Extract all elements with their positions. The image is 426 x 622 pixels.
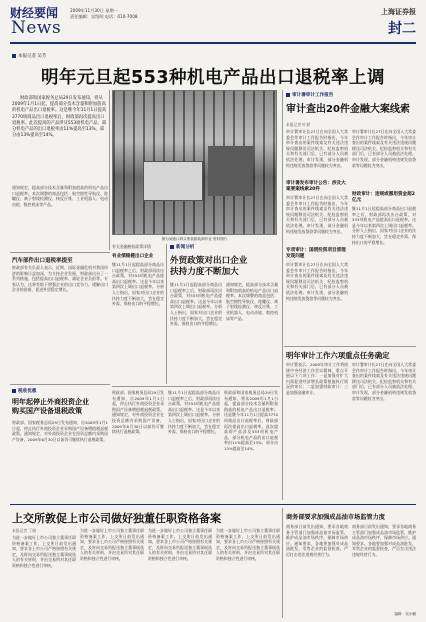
- bottom-body-2: 为进一步做好上市公司独立董事任职资格备案工作，上交所日前发出通知，要求各上市公司严格按照有关规定，及时向交易所报送独立董事候选人的有关材料，并由交易所对其任职资格和独立性进行审核。: [80, 528, 144, 561]
- right-body-c: 审计署审计长27日在向全国人大常委会作审计工作报告时指出，今年审计查出的案件线索及有关违法违规问题移送司法机关、纪检监察机关和有关部门后，已有部分人员被依法处理。审计发现，部分金融机构违规发放贷款等问题较为突出。: [286, 262, 348, 301]
- column-divider: [282, 90, 283, 500]
- photo-caption: 图为某港口码头集装箱装卸作业 资料图片: [161, 237, 228, 241]
- top-story-body: 通知规定，提高部分技术含量和附加值高的机电产品出口退税率。本次调整的商品包括：航空惯性导航仪、陀螺仪、离子射线检测仪、核反应堆、工业机器人、电动齿轮、数控机床等产品。: [12, 185, 108, 207]
- section-divider: [112, 386, 280, 387]
- section-logo: 财经要闻: [10, 6, 59, 20]
- left-headline-1: 汽车部件出口退税率提至: [12, 258, 73, 264]
- section-title-en: News: [11, 18, 62, 38]
- right-body-g: 审计署审计长27日在向全国人大常委会作审计工作报告时指出，今年审计查出的案件线索及有关违法违规问题移送司法机关、纪检监察机关和有关部门后，已有部分人员被依法处理。审计发现，部分金融机构违规发放贷款等问题较为突出。: [352, 362, 416, 401]
- section-divider: [10, 384, 110, 385]
- square-bullet-icon: [170, 245, 174, 249]
- section-divider: [284, 346, 416, 347]
- right-body-d: 审计署审计长27日在向全国人大常委会作审计工作报告时指出，今年审计查出的案件线索及有关违法违规问题移送司法机关、纪检监察机关和有关部门后，已有部分人员被依法处理。审计发现，部分金融机构违规发放贷款等问题较为突出。: [352, 129, 416, 168]
- left-body-1: 财政部有关负责人表示，近期，国际金融危机对我国经济的影响日益加深，为支持企业发展，财政部出台了一系列措施，包括提高出口退税率、减轻企业负担等。专家认为，这将有助于增强企业的出口竞争力，缓解出口企业的困难，促进外贸稳定增长。: [12, 265, 108, 293]
- bottom-headline: 上交所敦促上市公司做好独董任职资格备案: [12, 512, 221, 525]
- mid-body-b: 通知规定，提高部分技术含量和附加值高的机电产品出口退税率。本次调整的商品包括：航空惯性导航仪、陀螺仪、离子射线检测仪、核反应堆、工业机器人、电动齿轮、数控机床等产品。: [226, 282, 278, 321]
- masthead: [10, 4, 416, 38]
- page-number: 封二: [388, 21, 416, 37]
- right-sub-3: 财政审计：违规或挪用资金超2亿元: [352, 192, 415, 203]
- bottom-author: 本报记者 丁晓: [12, 528, 36, 533]
- issue-date: 2009年11月30日 星期一: [70, 8, 118, 13]
- mid-headline: 外贸政策对出口企业 扶持力度不断加大: [170, 256, 248, 277]
- column-divider: [282, 508, 283, 618]
- bottom-right-body-2: 商务部日前发出通知，要求各地商务主管部门加强成品油市场监管，维护成品油市场秩序，保障市场供应。通知要求，各地要加强对成品油批发、零售企业的监督检查，严厉打击违法违规经营行为。: [352, 524, 416, 557]
- section-divider: [10, 252, 110, 253]
- right-author: 本报记者 叶斌: [286, 122, 310, 127]
- mid-body: 继11月1日起提高部分商品出口退税率之后，财政部再次出台政策，对553项机电产品提高出口退税率。这是今年以来第四次上调出口退税率。分析人士指出，国家对出口企业的扶持力度不断加大，旨在稳定外需，保持出口的平稳增长。: [112, 262, 164, 307]
- masthead-rule: [10, 42, 416, 44]
- bottom-mid-body-3: 财政部和国家税务总局29日发布通知，将从2009年1月1日起，提高部分技术含量和附加值高的机电产品出口退税率。这是继今年11月1日提高3770项商品出口退税率后，财政部再次提高出口退税率。此次提高的产品涉及553项机电产品，部分机电产品的出口退税率由11%提高至13%，部分由13%提高至14%。: [224, 390, 278, 451]
- mid-sub-head: 有业绩稳健出口企业: [112, 254, 154, 259]
- bottom-rule: [10, 504, 416, 505]
- right-body-b: 审计署审计长27日在向全国人大常委会作审计工作报告时指出，今年审计查出的案件线索及有关违法违规问题移送司法机关、纪检监察机关和有关部门后，已有部分人员被依法处理。审计发现，部分金融机构违规发放贷款等问题较为突出。: [286, 195, 348, 234]
- bottom-body-1: 为进一步做好上市公司独立董事任职资格备案工作，上交所日前发出通知，要求各上市公司严格按照有关规定，及时向交易所报送独立董事候选人的有关材料，并由交易所对其任职资格和独立性进行审核。: [12, 535, 76, 568]
- right-tag: 审计署审计工作报告: [286, 92, 333, 98]
- right-body-a: 审计署审计长27日在向全国人大常委会作审计工作报告时指出，今年审计查出的案件线索及有关违法违规问题移送司法机关、纪检监察机关和有关部门后，已有部分人员被依法处理。审计发现，部分金融机构违规发放贷款等问题较为突出。: [286, 129, 348, 168]
- right-headline: 审计查出20件金融大案线索: [286, 104, 410, 115]
- column-divider: [109, 90, 110, 250]
- bottom-body-3: 为进一步做好上市公司独立董事任职资格备案工作，上交所日前发出通知，要求各上市公司严格按照有关规定，及时向交易所报送独立董事候选人的有关材料，并由交易所对其任职资格和独立性进行审核。: [148, 528, 212, 561]
- photo-forklift: [143, 161, 203, 201]
- issue-info: [70, 8, 270, 20]
- top-story-headline: 明年元旦起553种机电产品出口退税率上调: [40, 68, 386, 88]
- bottom-mid-body-1: 财政部、国家税务总局29日发布通知，自2009年1月1日起，停止执行外商投资企业采购国产设备增值税退税政策。通知规定，对外商投资企业在投资总额内采购国产设备，2009年6月30日以前仍可继续执行退税政策。: [112, 390, 164, 435]
- bottom-body-4: 为进一步做好上市公司独立董事任职资格备案工作，上交所日前发出通知，要求各上市公司严格按照有关规定，及时向交易所报送独立董事候选人的有关材料，并由交易所对其任职资格和独立性进行审核。: [216, 528, 280, 561]
- mid-body-a: 继11月1日起提高部分商品出口退税率之后，财政部再次出台政策，对553项机电产品提高出口退税率。这是今年以来第四次上调出口退税率。分析人士指出，国家对出口企业的扶持力度不断加大，旨在稳定外需，保持出口的平稳增长。: [170, 282, 222, 327]
- left-body-2: 财政部、国家税务总局29日发布通知，自2009年1月1日起，停止执行外商投资企业采购国产设备增值税退税政策。通知规定，对外商投资企业在投资总额内采购国产设备，2009年6月30日以前仍可继续执行退税政策。: [12, 420, 108, 442]
- mid-tag: 新闻分析: [170, 244, 194, 250]
- right-headline-2: 明年审计工作六项重点任务确定: [286, 351, 390, 360]
- editor-credit: 编辑：吴小鹏: [394, 612, 416, 616]
- square-bullet-icon: [12, 54, 16, 58]
- news-photo: [112, 90, 277, 235]
- right-body-f: 审计署表示，2009年审计工作将围绕中央经济工作会议精神，重点开展以下六项工作：一是加强对扩大内需促进经济增长政策措施执行情况的审计；二是加强财政审计；三是加强金融审计。: [286, 362, 348, 395]
- bottom-right-headline: 商务部要求加强成品油市场监管力度: [286, 514, 385, 521]
- right-sub-2: 专项审计：国债投资项目清理发现问题: [286, 248, 346, 259]
- square-bullet-icon: [12, 389, 16, 393]
- right-body-e: 继11月1日起提高部分商品出口退税率之后，财政部再次出台政策，对553项机电产品提高出口退税率。这是今年以来第四次上调出口退税率。分析人士指出，国家对出口企业的扶持力度不断加大，旨在稳定外需，保持出口的平稳增长。: [352, 206, 416, 245]
- top-story-kicker: 本报记者 吴芳: [12, 53, 46, 59]
- left-headline-2: 明年起停止外商投资企业 购买国产设备退税政策: [12, 398, 89, 415]
- bottom-mid-body-2: 继11月1日起提高部分商品出口退税率之后，财政部再次出台政策，对553项机电产品提高出口退税率。这是今年以来第四次上调出口退税率。分析人士指出，国家对出口企业的扶持力度不断加大，旨在稳定外需，保持出口的平稳增长。: [168, 390, 220, 435]
- photo-container: [208, 146, 253, 196]
- left-tag: 税收优惠: [12, 388, 36, 394]
- square-bullet-icon: [286, 93, 290, 97]
- bottom-right-body-1: 商务部日前发出通知，要求各地商务主管部门加强成品油市场监管，维护成品油市场秩序，保障市场供应。通知要求，各地要加强对成品油批发、零售企业的监督检查，严厉打击违法违规经营行为。: [286, 524, 348, 557]
- paper-name: 上海证券报: [381, 7, 416, 16]
- column-divider: [166, 244, 167, 384]
- right-sub-1: 审计署发布审计公告：涉及大案要案线索20件: [286, 181, 346, 192]
- issue-editor: 责任编辑：吴绍明 电话：010-7008: [70, 14, 138, 19]
- mid-left-body: 有关金融税收政策详情: [112, 244, 151, 249]
- top-story-lead: 财政部和国家税务总局29日发布通知，将从2009年1月1日起，提高部分技术含量和附加值高的机电产品出口退税率。这是继今年11月1日提高3770项商品出口退税率后，财政部再次提高出口退税率。此次提高的产品涉及553项机电产品，部分机电产品的出口退税率由11%提高至13%，部分由13%提高至14%。: [12, 96, 107, 139]
